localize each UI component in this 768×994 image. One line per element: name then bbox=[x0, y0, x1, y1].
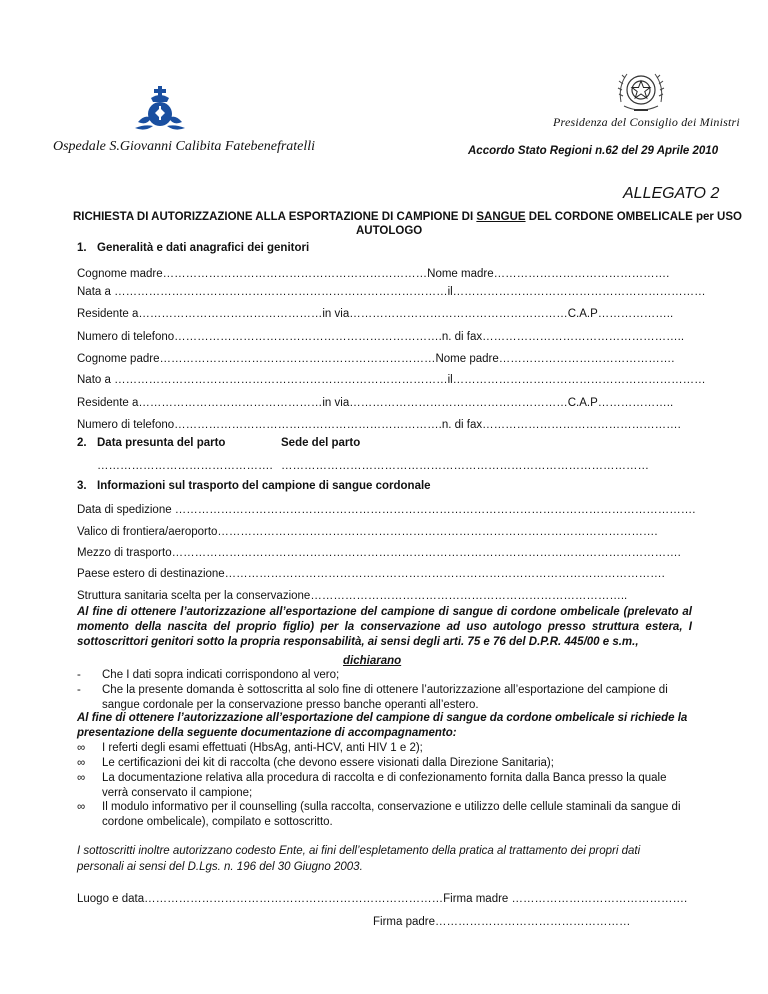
field-mother-residence[interactable]: Residente a…………………………………………in via…………………………………………………C.A.P……………….. bbox=[77, 308, 674, 320]
hospital-logo bbox=[135, 86, 185, 132]
form-title-line2: AUTOLOGO bbox=[356, 225, 423, 237]
section2-heading-place: Sede del parto bbox=[281, 437, 361, 449]
declare-word: dichiarano bbox=[343, 655, 402, 667]
section3-number: 3. bbox=[77, 480, 87, 492]
field-transport-means[interactable]: Mezzo di trasporto……………………………………………………………………………………………………………………. bbox=[77, 547, 681, 559]
field-father-residence[interactable]: Residente a…………………………………………in via…………………………………………………C.A.P……………….. bbox=[77, 397, 674, 409]
field-father-surname-name[interactable]: Cognome padre………………………………………………………………Nome padre………………………………………. bbox=[77, 353, 675, 365]
form-title-line1: RICHIESTA DI AUTORIZZAZIONE ALLA ESPORTAZIONE DI CAMPIONE DI SANGUE DEL CORDONE OMBELICALE per USO bbox=[73, 211, 742, 223]
dash-item: - Che I dati sopra indicati corrispondono al vero; bbox=[77, 669, 340, 681]
section1-heading: Generalità e dati anagrafici dei genitori bbox=[97, 242, 310, 254]
dash-symbol: - bbox=[77, 669, 81, 681]
field-destination-country[interactable]: Paese estero di destinazione……………………………………………………………………………………………………. bbox=[77, 568, 665, 580]
infinity-bullet-icon: ∞ bbox=[77, 801, 86, 813]
section2-number: 2. bbox=[77, 437, 87, 449]
field-father-signature[interactable]: Firma padre…………………………………………… bbox=[373, 916, 631, 928]
documentation-intro: Al fine di ottenere l’autorizzazione all’esportazione del campione di sangue da cordone ombelicale si richiede la presentazione della seguente documentazione di accompagnamento: bbox=[77, 712, 688, 739]
section1-number: 1. bbox=[77, 242, 87, 254]
doc-item: ∞ I referti degli esami effettuati (HbsAg, anti-HCV, anti HIV 1 e 2); bbox=[77, 742, 423, 754]
presidency-name: Presidenza del Consiglio dei Ministri bbox=[553, 115, 740, 129]
doc-item: ∞ Il modulo informativo per il counselling (sulla raccolta, conservazione e utilizzo delle cellule staminali da sangue di cordone ombelicale), compilato e sottoscritto. bbox=[77, 801, 681, 828]
field-mother-birth[interactable]: Nata a ……………………………………………………………………………il………………………………………………………… bbox=[77, 286, 706, 298]
field-father-phone-fax[interactable]: Numero di telefono…………………………………………………………….n. di fax……………………………………………. bbox=[77, 419, 681, 431]
hospital-name: Ospedale S.Giovanni Calibita Fatebenefratelli bbox=[53, 139, 316, 154]
field-border-airport[interactable]: Valico di frontiera/aeroporto……………………………………………………………………………………………………. bbox=[77, 526, 658, 538]
agreement-reference: Accordo Stato Regioni n.62 del 29 Aprile 2010 bbox=[468, 145, 719, 157]
field-shipping-date[interactable]: Data di spedizione ………………………………………………………………………………………………………………………. bbox=[77, 504, 696, 516]
declaration-intro: Al fine di ottenere l’autorizzazione all’esportazione del campione di sangue di cordone ombelicale (prelevato al momento della nascita del proprio figlio) per la conservazione ad uso autologo presso struttura estera, I sottoscrittori genitori sotto la propria responsabilità, ai sensi degli arti. 75 e 76 del D.P.R. 445/00 e s.m., bbox=[77, 606, 692, 648]
field-storage-facility[interactable]: Struttura sanitaria scelta per la conservazione……………………………………………………………………….. bbox=[77, 590, 628, 602]
privacy-authorization: I sottoscritti inoltre autorizzano codesto Ente, ai fini dell’espletamento della pratica al trattamento dei propri dati personali ai sensi del D.Lgs. n. 196 del 30 Giugno 2003. bbox=[77, 845, 641, 873]
dash-item: - Che la presente domanda è sottoscritta al solo fine di ottenere l’autorizzazione all’esportazione del campione di sangue cordonale per la conservazione presso banche operanti all’estero. bbox=[77, 684, 668, 711]
infinity-bullet-icon: ∞ bbox=[77, 772, 86, 784]
infinity-bullet-icon: ∞ bbox=[77, 742, 86, 754]
field-birth-date[interactable]: ………………………………………. bbox=[97, 460, 273, 472]
field-mother-surname-name[interactable]: Cognome madre……………………………………………………………Nome madre………………………………………. bbox=[77, 268, 670, 280]
annex-label: ALLEGATO 2 bbox=[623, 185, 720, 202]
doc-item: ∞ La documentazione relativa alla procedura di raccolta e di confezionamento fornita dalla Banca presso la quale verrà conservato il campione; bbox=[77, 772, 667, 799]
infinity-bullet-icon: ∞ bbox=[77, 757, 86, 769]
title-underlined-word: SANGUE bbox=[476, 211, 526, 223]
republic-emblem bbox=[614, 66, 668, 116]
field-mother-phone-fax[interactable]: Numero di telefono…………………………………………………………….n. di fax…………………………………………….. bbox=[77, 331, 685, 343]
field-father-birth[interactable]: Nato a ……………………………………………………………………………il………………………………………………………… bbox=[77, 374, 706, 386]
field-place-date-mother-signature[interactable]: Luogo e data……………………………………………………………………Firma madre ………………………………………. bbox=[77, 893, 688, 905]
section3-heading: Informazioni sul trasporto del campione di sangue cordonale bbox=[97, 480, 431, 492]
dash-symbol: - bbox=[77, 684, 81, 696]
field-birth-place[interactable]: …………………………………………………………………………………… bbox=[281, 460, 649, 472]
doc-item: ∞ Le certificazioni dei kit di raccolta (che devono essere visionati dalla Direzione Sanitaria); bbox=[77, 757, 554, 769]
section2-heading-date: Data presunta del parto bbox=[97, 437, 226, 449]
